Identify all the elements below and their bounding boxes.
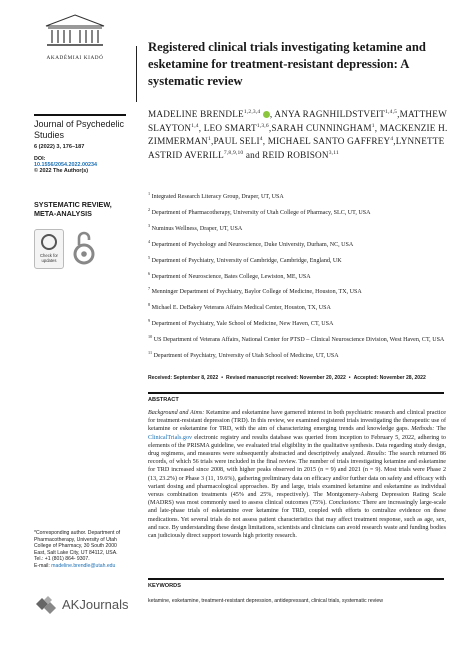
author-separator: ,	[397, 109, 400, 120]
author-separator: ,	[393, 136, 396, 147]
divider	[148, 578, 444, 580]
abstract-methods-pre: The	[434, 426, 447, 433]
affiliation-list	[148, 190, 448, 365]
received-date: Received: September 8, 2022	[148, 375, 219, 381]
affiliation-text: Department of Pharmacotherapy, University of Utah College of Pharmacy, SLC, UT, USA	[151, 209, 371, 216]
author-separator: ,	[262, 136, 268, 147]
check-icon	[41, 234, 57, 250]
affiliation-text: Department of Psychiatry, Yale School of Medicine, New Haven, CT, USA	[151, 321, 334, 328]
abstract-label-background: Background and Aims:	[148, 410, 205, 416]
affiliation-item	[148, 333, 448, 345]
author-affiliation-numbers: 7,8,9,10	[223, 149, 244, 156]
author-affiliation-numbers: 1	[371, 122, 375, 129]
affiliation-item	[148, 222, 448, 234]
email-link[interactable]: madeline.brendle@utah.edu	[51, 562, 116, 569]
author-list	[148, 107, 448, 162]
affiliation-number: 6	[148, 270, 151, 276]
author-separator: and	[243, 150, 263, 161]
building-icon	[44, 14, 106, 48]
affiliation-text: Michael E. DeBakey Veterans Affairs Medical Center, Houston, TX, USA	[151, 305, 331, 312]
doi-link[interactable]: 10.1556/2054.2022.00234	[34, 162, 97, 168]
author-name: ANYA RAGNHILDSTVEIT	[274, 109, 386, 120]
abstract-text	[148, 409, 446, 540]
author-separator: ,	[198, 122, 204, 133]
affiliation-number: 4	[148, 238, 151, 244]
article-title: Registered clinical trials investigating ketamine and esketamine for treatment-resistant depression: A systematic review	[148, 40, 426, 88]
affiliation-text: Numinus Wellness, Draper, UT, USA	[151, 225, 243, 232]
abstract-label-methods: Methods:	[411, 426, 435, 433]
abstract-methods: electronic registry and results database was queried from inception to February 5, 2022, adhering to elements of the PRISMA guideline, we evaluated trial eligibility in the qualitative synthesis. Data regarding study design, drug regimens, and measures were subsequently abstracted and descriptively analyzed.	[148, 434, 446, 458]
author-affiliation-numbers: 1,3,6	[256, 122, 269, 129]
check-for-updates-badge[interactable]	[34, 229, 64, 269]
akjournals-text: AKJournals	[62, 597, 129, 612]
affiliation-text: US Department of Veterans Affairs, National Center for PTSD – Clinical Neuroscience Division, West Haven, CT, USA	[153, 337, 445, 344]
akjournals-logo	[34, 594, 144, 616]
affiliation-text: Menninger Department of Psychiatry, Baylor College of Medicine, Houston, TX, USA	[151, 289, 362, 296]
author-affiliation-numbers: 4	[259, 136, 263, 143]
accepted-date: Accepted: November 28, 2022	[353, 375, 426, 381]
author-name: MATTHEW SLAYTON	[148, 109, 447, 133]
affiliation-text: Department of Psychology and Neuroscience, Duke University, Durham, NC, USA	[151, 241, 354, 248]
affiliation-number: 2	[148, 206, 151, 212]
author-name: MACKENZIE H. ZIMMERMAN	[148, 122, 448, 147]
author-name: LEO SMART	[203, 122, 257, 133]
open-access-icon	[72, 229, 96, 267]
divider	[148, 392, 444, 394]
author-separator: ,	[210, 136, 214, 147]
divider	[34, 114, 126, 116]
journal-info	[34, 114, 126, 174]
affiliation-number: 9	[148, 318, 151, 324]
keywords-heading: KEYWORDS	[148, 583, 181, 589]
affiliation-item	[148, 301, 448, 313]
publisher-logo	[30, 14, 120, 61]
check-updates-label: Check for updates	[40, 253, 58, 263]
author-name: LYNNETTE ASTRID AVERILL	[148, 136, 445, 161]
abstract-heading: ABSTRACT	[148, 397, 179, 403]
affiliation-number: 10	[148, 334, 153, 340]
author-name: MADELINE BRENDLE	[148, 109, 244, 120]
clinicaltrials-link[interactable]: ClinicalTrials.gov	[148, 434, 193, 441]
affiliation-number: 8	[148, 302, 151, 308]
email-label: E-mail:	[34, 562, 52, 569]
author-name: PAUL SELI	[213, 136, 260, 147]
doi-label: DOI:	[34, 156, 46, 162]
affiliation-item	[148, 285, 448, 297]
journal-name: Journal of Psychedelic Studies	[34, 119, 125, 140]
orcid-icon[interactable]	[263, 111, 270, 118]
abstract-label-conclusions: Conclusions:	[328, 500, 361, 507]
author-name: SARAH CUNNINGHAM	[271, 122, 372, 133]
author-separator: ,	[374, 122, 380, 133]
affiliation-item	[148, 270, 448, 282]
revised-date: Revised manuscript received: November 20, 2022	[226, 375, 346, 381]
affiliation-number: 7	[148, 286, 151, 292]
affiliation-item	[148, 349, 448, 361]
affiliation-item	[148, 206, 448, 218]
author-affiliation-numbers: 1,4	[191, 122, 199, 129]
author-name: REID ROBISON	[262, 150, 329, 161]
article-dates: Received: September 8, 2022 • Revised manuscript received: November 20, 2022 • Accepted: November 28, 2022	[148, 375, 426, 381]
affiliation-text: Department of Psychiatry, University of Utah School of Medicine, UT, USA	[153, 353, 339, 360]
author-separator: ,	[268, 122, 272, 133]
affiliation-number: 5	[148, 254, 151, 260]
keywords-text: ketamine, esketamine, treatment-resistant depression, antidepressant, clinical trials, systematic review	[148, 598, 383, 604]
author-affiliation-numbers: 1	[208, 136, 211, 143]
copyright: © 2022 The Author(s)	[34, 168, 89, 174]
journal-issue: 6 (2022) 3, 176–187	[34, 144, 85, 150]
article-type: SYSTEMATIC REVIEW, META-ANALYSIS	[34, 200, 112, 218]
abstract-conclusions: There are increasingly large-scale and late-phase trials of esketamine over ketamine for TRD, coupled with efforts to centralize evidence on these medications. Yet several trials do not assess patient characteristics that may affect treatment response, such as age, sex, and race. By understanding these design limitations, scientists and clinicians can avoid research waste and funding bodies can judiciously direct support towards high priority research.	[148, 500, 446, 540]
abstract-label-results: Results:	[366, 451, 387, 458]
corresponding-text: *Corresponding author. Department of Pharmacotherapy, University of Utah College of Pharmacy, 30 South 2000 East, Salt Lake City, UT 84112, USA. Tel.: +1 (801) 864- 9307.	[34, 530, 121, 563]
affiliation-item	[148, 317, 448, 329]
author-separator: ,	[269, 109, 275, 120]
affiliation-text: Department of Neuroscience, Bates College, Lewiston, ME, USA	[151, 273, 311, 280]
affiliation-text: Integrated Research Literacy Group, Draper, UT, USA	[151, 194, 284, 201]
abstract-results: The search returned 86 records, of which 56 trials were included in the final review. The number of trials investigating ketamine and esketamine for TRD increased since 2008, with higher peaks observed in 2015 (n = 9) and 2021 (n = 9). Most trials were Phase 2 (13, 23.2%) or Phase 3 (11, 19.6%), gathering preliminary data on efficacy and/or further data on safety and efficacy with variant dosing and pharmacological approaches. By and large, trials examined ketamine and esketamine as individual versus combination treatments (45% and 25%, respectively). The Montgomery-Asberg Depression Rating Scale (MADRS) was most commonly used to assess clinical outcomes (75%).	[148, 451, 447, 507]
affiliation-item	[148, 190, 448, 202]
affiliation-number: 1	[148, 191, 151, 196]
affiliation-text: Department of Psychiatry, University of Cambridge, Cambridge, England, UK	[151, 257, 342, 264]
abstract-background: Ketamine and esketamine have garnered interest in both psychiatric research and clinical practice for treatment-resistant depression (TRD). In this review, we examined registered trials investigating the therapeutic use of ketamine or esketamine for TRD, with the aim of characterizing emerging trends and knowledge gaps.	[148, 410, 446, 433]
author-name: MICHAEL SANTO GAFFREY	[267, 136, 391, 147]
affiliation-number: 11	[148, 350, 153, 356]
akjournals-icon	[34, 594, 58, 616]
author-affiliation-numbers: 3,11	[328, 149, 339, 156]
divider	[136, 46, 137, 102]
publisher-name: AKADÉMIAI KIADÓ	[46, 55, 104, 61]
author-affiliation-numbers: 1,2,3,4	[243, 109, 261, 115]
affiliation-item	[148, 238, 448, 250]
badges	[34, 229, 114, 275]
affiliation-number: 3	[148, 222, 151, 228]
corresponding-author	[34, 530, 126, 570]
affiliation-item	[148, 254, 448, 266]
author-affiliation-numbers: 4	[390, 136, 394, 143]
author-affiliation-numbers: 1,4,5	[385, 109, 398, 115]
